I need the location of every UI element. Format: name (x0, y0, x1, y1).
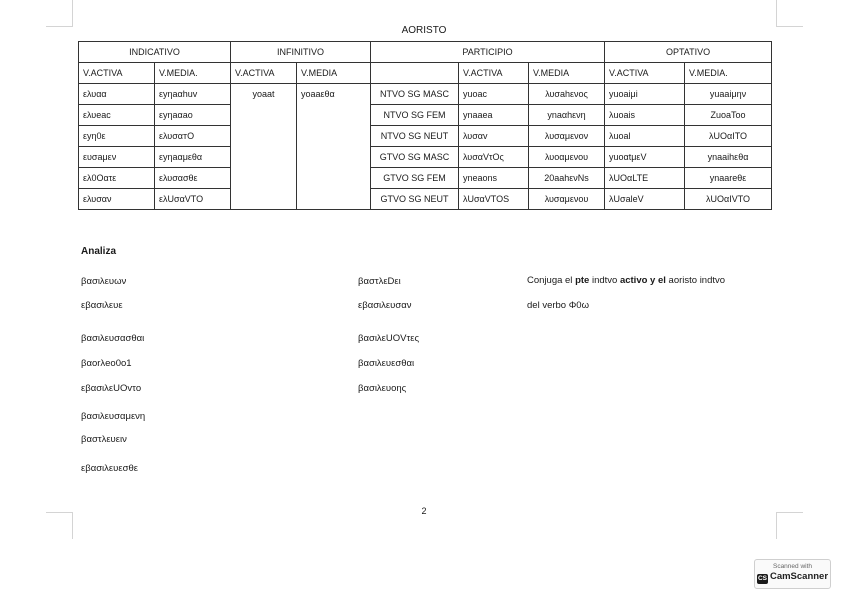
cell-opt-activa: λuoal (605, 126, 685, 147)
instruction-text: indtvo (589, 275, 620, 286)
camscanner-watermark (754, 559, 831, 589)
subheader-row (79, 63, 772, 84)
analysis-word: βασιλεUOVτες (358, 333, 420, 344)
table-row (79, 168, 772, 189)
cell-opt-activa: λUσaleV (605, 189, 685, 210)
instruction-bold: activo y el (619, 275, 666, 286)
cell-opt-activa: yuoαtμεV (605, 147, 685, 168)
cell-part-activa: λυσαVτΟς (459, 147, 529, 168)
group-header-row (79, 42, 772, 63)
cell-ind-media: εyηaαao (155, 105, 231, 126)
subheader-opt-media: V.MEDIA. (685, 63, 772, 84)
cell-opt-activa: yuoaiμi (605, 84, 685, 105)
cell-part-media: λυσαμενου (529, 189, 605, 210)
cell-part-media: ynaαhενη (529, 105, 605, 126)
watermark-caption: Scanned with (772, 563, 813, 570)
cell-ind-activa: ελ0Oατε (79, 168, 155, 189)
cell-opt-media: λUOαITO (685, 126, 772, 147)
header-optativo: OPTATIVO (605, 42, 772, 63)
cell-ind-media: ελUσαVTO (155, 189, 231, 210)
watermark-brand (755, 571, 830, 584)
instruction-text: aoristo indtvo (665, 275, 726, 286)
cell-part-label: NTVO SG NEUT (371, 126, 459, 147)
cell-opt-media: ZuoaToo (685, 105, 772, 126)
analysis-word: βαστλεDει (358, 276, 401, 287)
analysis-word: βασιλευεσθαι (358, 358, 415, 369)
analysis-word: βασιλευοης (358, 383, 407, 394)
cell-part-activa: yuoac (459, 84, 529, 105)
camscanner-logo-icon: CS (757, 575, 767, 582)
table-row (79, 84, 772, 105)
header-participio: PARTICIPIO (371, 42, 605, 63)
cell-opt-media: yuaaiμην (685, 84, 772, 105)
analysis-word: εβασιλευσαν (358, 300, 412, 311)
cell-opt-activa: λUOαLTE (605, 168, 685, 189)
cell-part-label: NTVO SG MASC (371, 84, 459, 105)
instruction-bold: pte (575, 275, 590, 286)
subheader-part-label (371, 63, 459, 84)
analysis-word: βασιλευσαμενη (81, 411, 146, 422)
watermark-name: CamScanner (769, 571, 829, 582)
cell-inf-media: yoaaεθα (297, 84, 371, 210)
cell-part-media: λυσahενος (529, 84, 605, 105)
cell-ind-media: εyηaαμεθα (155, 147, 231, 168)
conjugation-instruction-verb: del verbo Φ0ω (527, 300, 590, 311)
cell-ind-activa: ελυσαν (79, 189, 155, 210)
cell-part-activa: λυσαv (459, 126, 529, 147)
cell-part-media: λυoαμενου (529, 147, 605, 168)
subheader-ind-media: V.MEDIA. (155, 63, 231, 84)
subheader-part-activa: V.ACTIVA (459, 63, 529, 84)
cell-part-media: 20aahενNs (529, 168, 605, 189)
analysis-word: εβασιλευεσθε (81, 463, 138, 474)
cell-part-media: λυσαμενον (529, 126, 605, 147)
cell-part-label: GTVO SG FEM (371, 168, 459, 189)
cell-ind-media: ελυσαтO (155, 126, 231, 147)
table-row (79, 147, 772, 168)
cell-part-label: GTVO SG NEUT (371, 189, 459, 210)
table-row (79, 105, 772, 126)
cell-ind-media: εyηaαhuv (155, 84, 231, 105)
analysis-word: βασιλευων (81, 276, 127, 287)
subheader-opt-activa: V.ACTIVA (605, 63, 685, 84)
table-row (79, 189, 772, 210)
aorist-conjugation-table (78, 41, 772, 210)
cell-part-label: GTVO SG MASC (371, 147, 459, 168)
header-indicativo: INDICATIVO (79, 42, 231, 63)
instruction-text: Conjuga el (527, 275, 576, 286)
document-title: AORISTO (401, 25, 447, 36)
cell-part-label: NTVO SG FEM (371, 105, 459, 126)
subheader-ind-activa: V.ACTIVA (79, 63, 155, 84)
cell-ind-activa: ελυαα (79, 84, 155, 105)
analysis-word: βαorλeo0o1 (81, 358, 132, 369)
cell-opt-media: ynaaihεθα (685, 147, 772, 168)
crop-mark-top-right (776, 0, 803, 27)
cell-opt-media: λUOαIVTO (685, 189, 772, 210)
crop-mark-top-left (46, 0, 73, 27)
analiza-heading: Analiza (81, 246, 117, 257)
analysis-word: εβασιλεUOvτo (81, 383, 142, 394)
crop-mark-bottom-right (776, 512, 803, 539)
cell-part-activa: yneaons (459, 168, 529, 189)
conjugation-instruction (527, 275, 725, 286)
cell-ind-media: ελυσασθε (155, 168, 231, 189)
subheader-inf-media: V.MEDIA (297, 63, 371, 84)
cell-opt-media: ynaareθε (685, 168, 772, 189)
page-number: 2 (421, 506, 427, 516)
subheader-part-media: V.MEDIA (529, 63, 605, 84)
cell-ind-activa: ελυeac (79, 105, 155, 126)
cell-part-activa: λUσαVTOS (459, 189, 529, 210)
cell-part-activa: ynaaea (459, 105, 529, 126)
analysis-word: βαστλευειν (81, 434, 127, 445)
cell-inf-activa: yoaat (231, 84, 297, 210)
table-row (79, 126, 772, 147)
crop-mark-bottom-left (46, 512, 73, 539)
analysis-word: βασιλευσασθαι (81, 333, 145, 344)
analysis-word: εβασιλευε (81, 300, 123, 311)
cell-ind-activa: ευσaμεν (79, 147, 155, 168)
header-infinitivo: INFINITIVO (231, 42, 371, 63)
cell-opt-activa: λuoais (605, 105, 685, 126)
cell-ind-activa: εyη0ε (79, 126, 155, 147)
subheader-inf-activa: V.ACTIVA (231, 63, 297, 84)
